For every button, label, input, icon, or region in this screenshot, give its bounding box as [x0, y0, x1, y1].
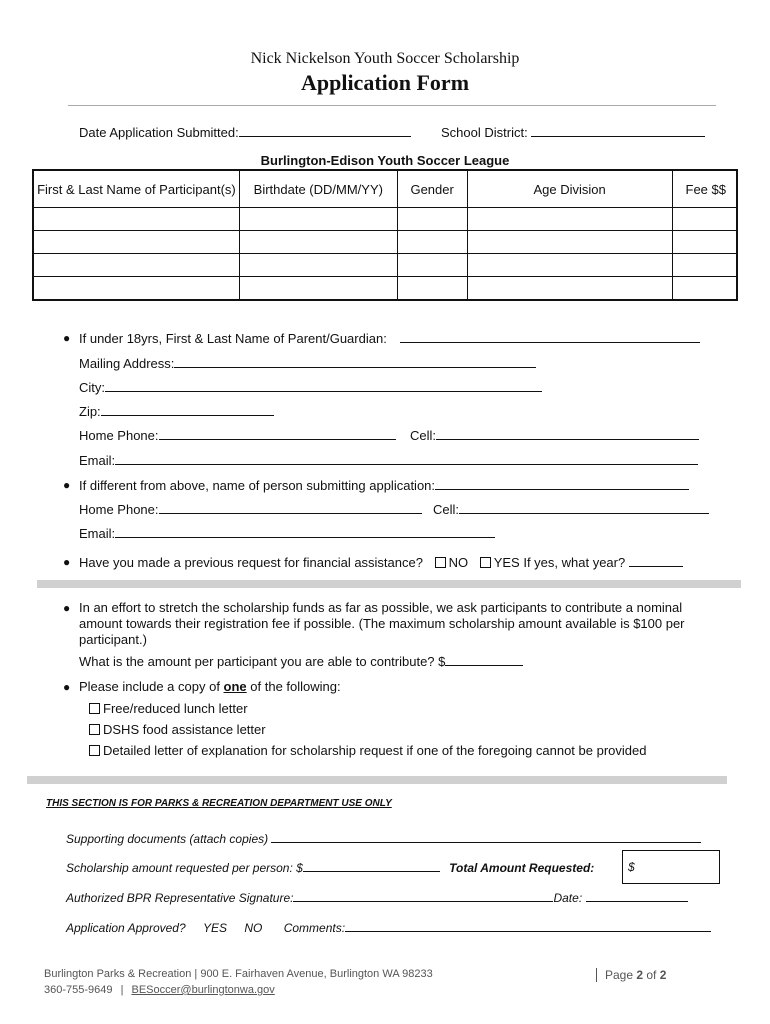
docs-field[interactable]	[271, 830, 701, 843]
form-title: Application Form	[300, 70, 470, 95]
bullet-icon: ●	[63, 555, 71, 569]
no-checkbox[interactable]	[435, 557, 446, 568]
email-field[interactable]	[115, 452, 698, 465]
mailing-row	[79, 355, 536, 371]
copy-instruction	[79, 679, 341, 694]
no-label: NO	[448, 555, 469, 570]
col-header-gender: Gender	[397, 170, 467, 208]
date-submitted-field[interactable]	[239, 124, 411, 137]
cell2-row	[433, 501, 709, 517]
option-lunch	[89, 701, 248, 716]
home-phone-field[interactable]	[159, 427, 396, 440]
date-label: Date:	[553, 891, 583, 905]
col-header-age-division: Age Division	[467, 170, 672, 208]
table-cell[interactable]	[397, 277, 467, 301]
total-amount-box[interactable]	[622, 850, 720, 884]
table-cell[interactable]	[239, 277, 397, 301]
table-cell[interactable]	[672, 277, 737, 301]
date-field[interactable]	[586, 889, 688, 902]
table-cell[interactable]	[467, 254, 672, 277]
table-cell[interactable]	[397, 254, 467, 277]
table-header-row	[33, 170, 737, 208]
option-letter	[89, 743, 646, 758]
home-phone-row	[79, 427, 396, 443]
table-cell[interactable]	[467, 231, 672, 254]
footer-phone: 360-755-9649	[44, 984, 113, 996]
dshs-checkbox[interactable]	[89, 724, 100, 735]
signature-label: Authorized BPR Representative Signature:	[66, 891, 294, 905]
signature-field[interactable]	[293, 889, 553, 902]
section-divider	[27, 776, 727, 784]
table-cell[interactable]	[33, 277, 239, 301]
amount-request-label: Scholarship amount requested per person: $	[66, 861, 303, 875]
bullet-icon: ●	[63, 601, 71, 615]
zip-label: Zip:	[79, 404, 101, 419]
city-row	[79, 379, 542, 395]
city-label: City:	[79, 380, 105, 395]
previous-request-label: Have you made a previous request for financial assistance?	[79, 555, 423, 570]
signature-row	[66, 889, 688, 905]
cell-row	[410, 427, 699, 443]
table-cell[interactable]	[467, 277, 672, 301]
approval-row	[66, 919, 711, 935]
footer-address: Burlington Parks & Recreation | 900 E. Fairhaven Avenue, Burlington WA 98233	[44, 968, 433, 980]
email2-field[interactable]	[115, 525, 495, 538]
contribution-paragraph: In an effort to stretch the scholarship funds as far as possible, we ask participants to contribute a nominal amount towards their registration fee if possible. (The maximum scholarship amount available is $100 per participant.)	[79, 600, 685, 647]
amount-request-field[interactable]	[303, 859, 440, 872]
previous-request-row	[79, 554, 683, 570]
copy-one: one	[223, 679, 247, 694]
table-cell[interactable]	[397, 231, 467, 254]
mailing-field[interactable]	[174, 355, 536, 368]
table-row	[33, 277, 737, 301]
footer-email-link[interactable]: BESoccer@burlingtonwa.gov	[131, 984, 275, 996]
table-cell[interactable]	[467, 208, 672, 231]
submitter-label: If different from above, name of person submitting application:	[79, 478, 436, 493]
school-district-label: School District:	[441, 125, 528, 140]
col-header-birthdate: Birthdate (DD/MM/YY)	[239, 170, 397, 208]
lunch-checkbox[interactable]	[89, 703, 100, 714]
total-requested-label: Total Amount Requested:	[449, 861, 595, 875]
table-cell[interactable]	[397, 208, 467, 231]
bullet-icon: ●	[63, 478, 71, 492]
table-cell[interactable]	[33, 208, 239, 231]
parent-row	[79, 330, 700, 346]
home-phone-label: Home Phone:	[79, 428, 159, 443]
page-number	[596, 968, 666, 982]
email2-row	[79, 525, 495, 541]
table-cell[interactable]	[239, 231, 397, 254]
page-total: 2	[659, 968, 667, 982]
date-submitted-row	[79, 124, 411, 140]
office-heading: THIS SECTION IS FOR PARKS & RECREATION DEPARTMENT USE ONLY	[46, 798, 392, 809]
mailing-label: Mailing Address:	[79, 356, 175, 371]
amount-request-row	[66, 859, 594, 875]
city-field[interactable]	[105, 379, 542, 392]
table-row	[33, 231, 737, 254]
option-dshs-label: DSHS food assistance letter	[103, 722, 266, 737]
table-cell[interactable]	[33, 254, 239, 277]
page-pre: Page	[605, 968, 637, 982]
submitter-field[interactable]	[435, 477, 689, 490]
table-cell[interactable]	[239, 254, 397, 277]
parent-label: If under 18yrs, First & Last Name of Parent/Guardian:	[79, 331, 387, 346]
page-mid: of	[643, 968, 660, 982]
school-district-row	[441, 124, 705, 140]
email-row	[79, 452, 698, 468]
option-dshs	[89, 722, 266, 737]
table-cell[interactable]	[672, 208, 737, 231]
copy-pre: Please include a copy of	[79, 679, 224, 694]
table-cell[interactable]	[672, 254, 737, 277]
participant-table	[32, 169, 738, 301]
table-row	[33, 254, 737, 277]
approved-yes[interactable]: YES	[202, 921, 227, 935]
copy-post: of the following:	[246, 679, 341, 694]
col-header-fee: Fee $$	[672, 170, 737, 208]
date-submitted-label: Date Application Submitted:	[79, 125, 239, 140]
footer-separator: |	[120, 984, 124, 996]
approved-no[interactable]: NO	[244, 921, 263, 935]
table-cell[interactable]	[33, 231, 239, 254]
zip-field[interactable]	[101, 403, 274, 416]
approved-label: Application Approved?	[66, 921, 186, 935]
school-district-field[interactable]	[531, 124, 705, 137]
option-lunch-label: Free/reduced lunch letter	[103, 701, 248, 716]
submitter-row	[79, 477, 689, 493]
contribution-amount-field[interactable]	[445, 653, 523, 666]
home-phone2-row	[79, 501, 422, 517]
cell2-label: Cell:	[433, 502, 460, 517]
header-divider	[68, 105, 716, 106]
table-cell[interactable]	[672, 231, 737, 254]
league-caption: Burlington-Edison Youth Soccer League	[260, 153, 510, 168]
letter-checkbox[interactable]	[89, 745, 100, 756]
col-header-name: First & Last Name of Participant(s)	[33, 170, 239, 208]
parent-name-field[interactable]	[400, 330, 700, 343]
cell2-field[interactable]	[459, 501, 709, 514]
contribution-amount-row	[79, 653, 523, 669]
home-phone2-label: Home Phone:	[79, 502, 159, 517]
email-label: Email:	[79, 453, 116, 468]
bullet-icon: ●	[63, 331, 71, 345]
page-current: 2	[636, 968, 644, 982]
comments-label: Comments:	[283, 921, 346, 935]
previous-year-field[interactable]	[629, 554, 683, 567]
section-divider	[37, 580, 741, 588]
table-row	[33, 208, 737, 231]
docs-label: Supporting documents (attach copies)	[66, 832, 269, 846]
home-phone2-field[interactable]	[159, 501, 422, 514]
comments-field[interactable]	[345, 919, 711, 932]
docs-row	[66, 830, 701, 846]
cell-field[interactable]	[436, 427, 699, 440]
form-subtitle: Nick Nickelson Youth Soccer Scholarship	[250, 50, 520, 67]
total-prefix: $	[628, 860, 635, 874]
zip-row	[79, 403, 274, 419]
yes-checkbox[interactable]	[480, 557, 491, 568]
option-letter-label: Detailed letter of explanation for scholarship request if one of the foregoing cannot be provided	[103, 743, 647, 758]
cell-label: Cell:	[410, 428, 437, 443]
yes-label: YES If yes, what year?	[493, 555, 626, 570]
email2-label: Email:	[79, 526, 116, 541]
footer-contact	[44, 984, 275, 996]
contribution-amount-label: What is the amount per participant you are able to contribute? $	[79, 654, 446, 669]
bullet-icon: ●	[63, 680, 71, 694]
table-cell[interactable]	[239, 208, 397, 231]
